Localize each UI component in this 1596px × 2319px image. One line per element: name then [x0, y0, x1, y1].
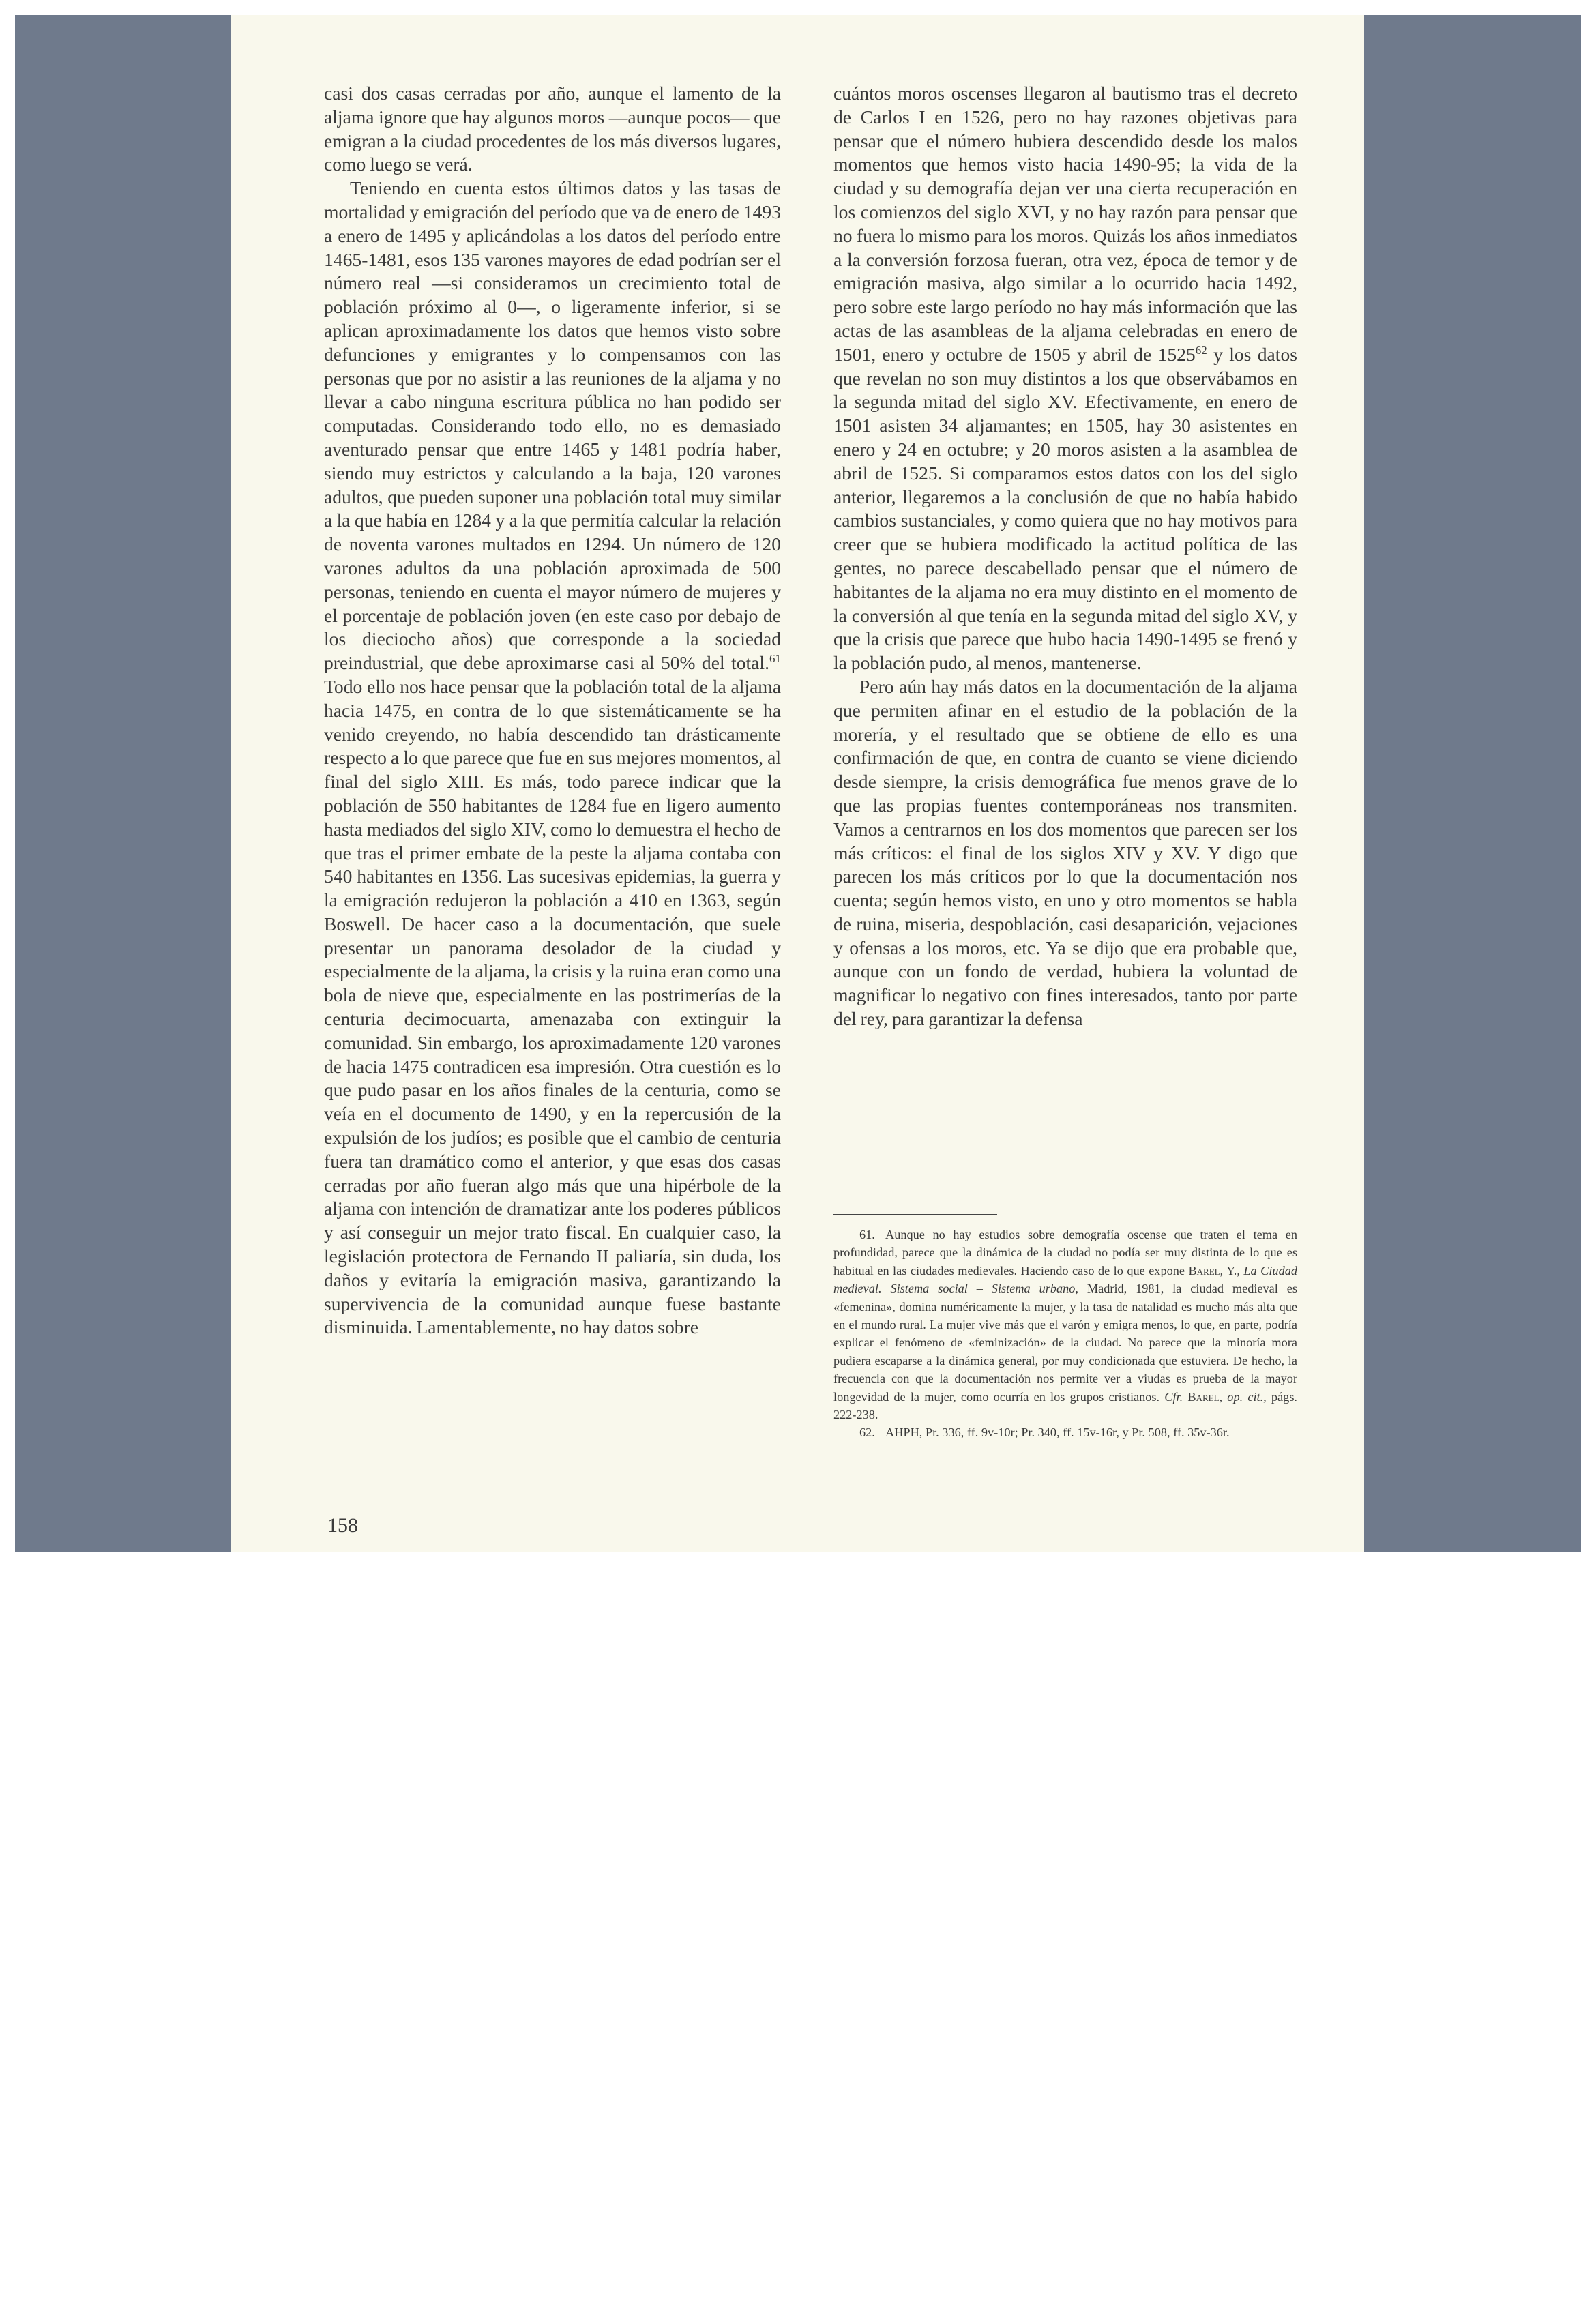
paragraph-text-continued: Todo ello nos hace pensar que la población total de la aljama hacia 1475, en contra de lo que sistemáticamente se ha venido creyendo, no había descendido tan drásticamente respecto a lo que parece que fue en sus mejores momentos, al final del siglo XIII. Es más, todo parece indicar que la población de 550 habitantes de 1284 fue en ligero aumento hasta mediados del siglo XIV, como lo demuestra el hecho de que tras el primer embate de la peste la aljama contaba con 540 habitantes en 1356. Las sucesivas epidemias, la guerra y la emigración redujeron la población a 410 en 1363, según Boswell. De hacer caso a la documentación, que suele presentar un panorama desolador de la ciudad y especialmente de la aljama, la crisis y la ruina eran como una bola de nieve que, especialmente en las postrimerías de la centuria decimocuarta, amenazaba con extinguir la comunidad. Sin embargo, los aproximadamente 120 varones de hacia 1475 contradicen esa impresión. Otra cuestión es lo que pudo pasar en los años finales de la centuria, como se veía en el documento de 1490, y en la repercusión de la expulsión de los judíos; es posible que el cambio de centuria fuera tan dramático como el anterior, y que esas dos casas cerradas por año fueran algo más que una hipérbole de la aljama con intención de dramatizar ante los poderes públicos y así conseguir un mejor trato fiscal. En cualquier caso, la legislación protectora de Fernando II paliaría, sin duda, los daños y evitaría la emigración masiva, garantizando la supervivencia de la comunidad aunque fuese bastante disminuida. Lamentablemente, no hay datos sobre [324, 675, 781, 1338]
paragraph-text: Teniendo en cuenta estos últimos datos y las tasas de mortalidad y emigración del período que va de enero de 1493 a enero de 1495 y aplicándolas a los datos del período entre 1465-1481, esos 135 varones mayores de edad podrían ser el número real —si consideramos un crecimiento total de población próximo al 0—, o ligeramente inferior, si se aplican aproximadamente los datos que hemos visto sobre defunciones y emigrantes y lo compensamos con las personas que por no asistir a las reuniones de la aljama y no llevar a cabo ninguna escritura pública no han podido ser computadas. Considerando todo ello, no es demasiado aventurado pensar que entre 1465 y 1481 podría haber, siendo muy estrictos y calculando a la baja, 120 varones adultos, que pueden suponer una población total muy similar a la que había en 1284 y a la que permitía calcular la relación de noventa varones multados en 1294. Un número de 120 varones adultos da una población aproximada de 500 personas, teniendo en cuenta el mayor número de mujeres y el porcentaje de población joven (en este caso por debajo de los dieciocho años) que corresponde a la sociedad preindustrial, que debe aproximarse casi al 50% del total. [324, 177, 781, 674]
footnote-text: , págs. 222-238. [833, 1389, 1297, 1422]
paragraph-text: cuántos moros oscenses llegaron al bautismo tras el decreto de Carlos I en 1526, pero no hay razones objetivas para pensar que el número hubiera descendido desde los malos momentos que hemos visto hacia 1490-95; la vida de la ciudad y su demografía dejan ver una cierta recuperación en los comienzos del siglo XVI, y no hay razón para pensar que no fuera lo mismo para los moros. Quizás los años inmediatos a la conversión forzosa fueran, otra vez, época de temor y de emigración masiva, algo similar a lo ocurrido hacia 1492, pero sobre este largo período no hay más información que las actas de las asambleas de la aljama celebradas en enero de 1501, enero y octubre de 1505 y abril de 1525 [833, 83, 1297, 365]
footnote-ref-62[interactable]: 62 [1195, 343, 1207, 357]
footnote-61 [833, 1226, 1297, 1423]
footnote-text: Aunque no hay estudios sobre demografía oscense que traten el tema en profundidad, parece que la dinámica de la ciudad no podía ser muy distinta de lo que es habitual en las ciudades medievales. Haciendo caso de lo que expone [833, 1228, 1297, 1277]
author-name: Barel [1188, 1263, 1220, 1277]
paragraph-text-continued: y los datos que revelan no son muy distintos a los que observábamos en la segunda mitad del siglo XV. Efectivamente, en enero de 1501 asisten 34 aljamantes; en 1505, hay 30 asistentes en enero y 24 en octubre; y 20 moros asisten a la asamblea de abril de 1525. Si comparamos estos datos con los del siglo anterior, llegaremos a la conclusión de que no había habido cambios sustanciales, y como quiera que no hay motivos para creer que se hubiera modificado la actitud política de las gentes, no parece descabellado pensar que el número de habitantes de la aljama no era muy distinto en el momento de la conversión al que tenía en la segunda mitad del siglo XV, y que la crisis que parece que hubo hacia 1490-1495 se frenó y la población pudo, al menos, mantenerse. [833, 343, 1297, 674]
paragraph [324, 177, 781, 1340]
footnote-number: 61. [859, 1228, 875, 1241]
footnotes [833, 1226, 1297, 1442]
footnote-text: , Y., [1220, 1263, 1244, 1277]
book-title: La Ciudad medieval. Sistema social – Sistema urbano [833, 1263, 1297, 1296]
cfr-abbrev: Cfr. [1164, 1389, 1183, 1404]
footnote-ref-61[interactable]: 61 [769, 651, 781, 665]
footnote-text: AHPH, Pr. 336, ff. 9v-10r; Pr. 340, ff. 15v-16r, y Pr. 508, ff. 35v-36r. [885, 1426, 1230, 1440]
footnote-divider [833, 1214, 997, 1215]
paragraph: Pero aún hay más datos en la documentación de la aljama que permiten afinar en el estudio de la población de la morería, y el resultado que se obtiene de ello es una confirmación de que, en contra de cuanto se viene diciendo desde siempre, la crisis demográfica fue menos grave de lo que las propias fuentes contemporáneas nos transmiten. Vamos a centrarnos en los dos momentos que parecen ser los más críticos: el final de los siglos XIV y XV. Y digo que parecen los más críticos por lo que la documentación nos cuenta; según hemos visto, en uno y otro momentos se habla de ruina, miseria, despoblación, casi desaparición, vejaciones y ofensas a los moros, etc. Ya se dijo que era probable que, aunque con un fondo de verdad, hubiera la voluntad de magnificar lo negativo con fines interesados, tanto por parte del rey, para garantizar la defensa [833, 675, 1297, 1030]
paragraph [833, 82, 1297, 675]
op-cit-abbrev: op. cit. [1227, 1389, 1264, 1404]
left-text-column [324, 82, 781, 1487]
footnote-text: , Madrid, 1981, la ciudad medieval es «femenina», domina numéricamente la mujer, y la tasa de natalidad es mucho más alta que en el mundo rural. La mujer vive más que el varón y emigra menos, lo que, en parte, podría explicar el fenómeno de «feminización» de la ciudad. No parece que la minoría mora pudiera escaparse a la dinámica general, por muy condicionada que estuviera. De hecho, la frecuencia con que la documentación nos permite ver a viudas es prueba de la mayor longevidad de la mujer, como ocurría en los grupos cristianos. [833, 1282, 1297, 1404]
footnote-text: , [1219, 1389, 1228, 1404]
author-name: Barel [1187, 1389, 1220, 1404]
page-number: 158 [327, 1514, 358, 1537]
footnote-number: 62. [859, 1426, 875, 1440]
paragraph: casi dos casas cerradas por año, aunque el lamento de la aljama ignore que hay algunos moros —aunque pocos— que emigran a la ciudad procedentes de los más diversos lugares, como luego se verá. [324, 83, 781, 175]
footnote-62 [833, 1423, 1297, 1441]
